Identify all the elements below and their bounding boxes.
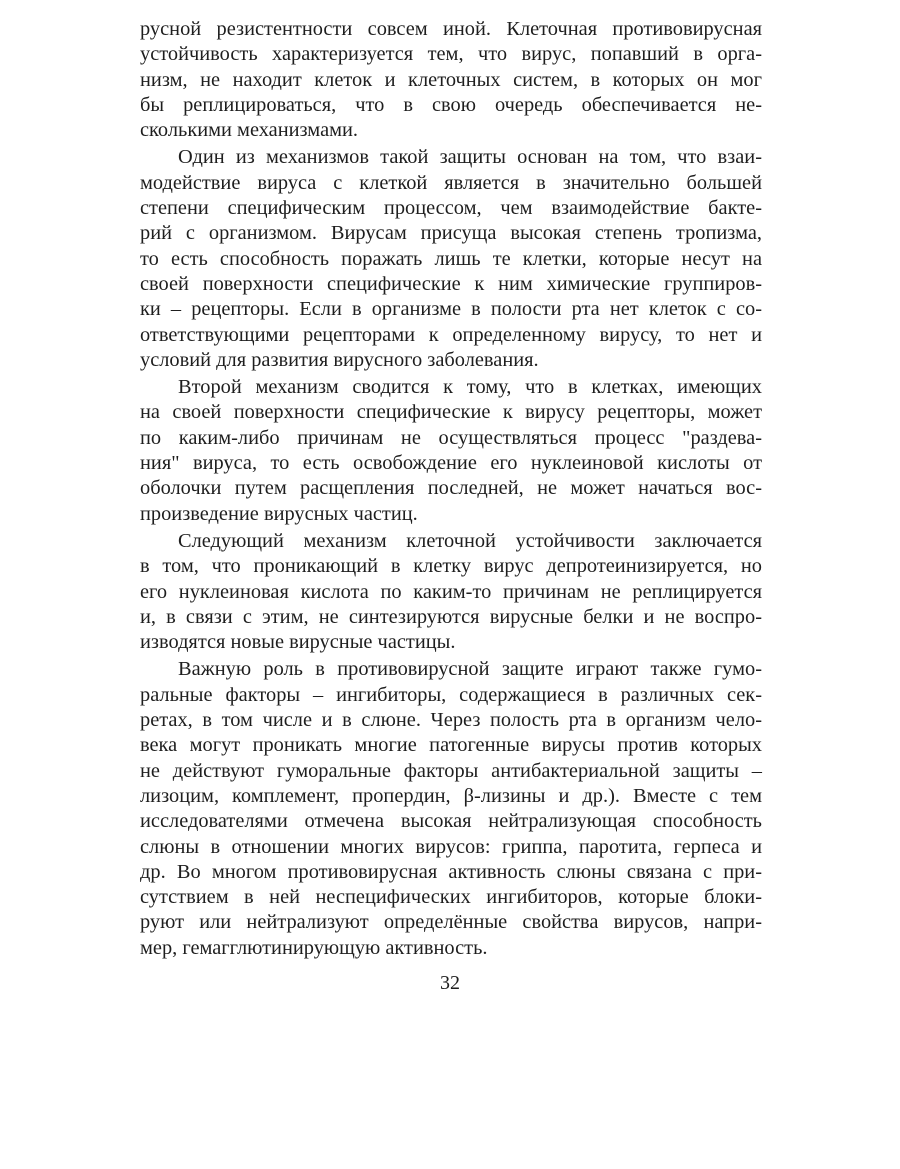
- text-line: не действуют гуморальные факторы антибактериальной защиты –: [140, 759, 762, 782]
- text-line: устойчивость характеризуется тем, что вирус, попавший в орга-: [140, 43, 762, 66]
- text-line: своей поверхности специфические к ним химические группиров-: [140, 272, 762, 295]
- text-line: его нуклеиновая кислота по каким-то причинам не реплицируется: [140, 580, 762, 603]
- text-line: изводятся новые вирусные частицы.: [140, 631, 456, 654]
- text-line: исследователями отмечена высокая нейтрализующая способность: [140, 810, 762, 833]
- text-line: ральные факторы – ингибиторы, содержащиеся в различных сек-: [140, 683, 762, 706]
- paragraph-2: [140, 145, 762, 373]
- text-line: Следующий механизм клеточной устойчивости заключается: [178, 529, 762, 552]
- text-line: др. Во многом противовирусная активность слюны связана с при-: [140, 860, 762, 883]
- paragraph-5: [140, 657, 762, 961]
- text-line: низм, не находит клеток и клеточных систем, в которых он мог: [140, 68, 762, 91]
- text-line: ния" вируса, то есть освобождение его нуклеиновой кислоты от: [140, 452, 762, 475]
- page-number: 32: [440, 972, 460, 994]
- paragraph-4: [140, 529, 762, 655]
- text-line: ки – рецепторы. Если в организме в полости рта нет клеток с со-: [140, 298, 762, 321]
- body-text: [140, 17, 762, 961]
- text-line: на своей поверхности специфические к вирусу рецепторы, может: [140, 401, 762, 424]
- text-line: то есть способность поражать лишь те клетки, которые несут на: [140, 247, 762, 270]
- text-line: рий с организмом. Вирусам присуща высокая степень тропизма,: [140, 222, 762, 245]
- text-line: века могут проникать многие патогенные вирусы против которых: [140, 734, 762, 757]
- text-line: слюны в отношении многих вирусов: гриппа, паротита, герпеса и: [140, 835, 762, 858]
- text-line: лизоцим, комплемент, пропердин, β-лизины и др.). Вместе с тем: [140, 784, 762, 807]
- paragraph-1: [140, 17, 762, 143]
- text-line: сутствием в ней неспецифических ингибиторов, которые блоки-: [140, 886, 762, 909]
- text-line: в том, что проникающий в клетку вирус депротеинизируется, но: [140, 555, 762, 578]
- text-line: степени специфическим процессом, чем взаимодействие бакте-: [140, 197, 762, 220]
- text-line: ответствующими рецепторами к определенному вирусу, то нет и: [140, 323, 762, 346]
- text-line: модействие вируса с клеткой является в значительно большей: [140, 171, 762, 194]
- text-line: мер, гемагглютинирующую активность.: [140, 936, 488, 959]
- text-line: руют или нейтрализуют определённые свойства вирусов, напри-: [140, 911, 762, 934]
- text-line: Важную роль в противовирусной защите играют также гумо-: [178, 658, 762, 681]
- text-line: бы реплицироваться, что в свою очередь обеспечивается не-: [140, 93, 762, 116]
- text-line: Один из механизмов такой защиты основан на том, что взаи-: [178, 146, 762, 169]
- text-line: и, в связи с этим, не синтезируются вирусные белки и не воспро-: [140, 605, 762, 628]
- text-line: условий для развития вирусного заболевания.: [140, 348, 539, 371]
- text-line: сколькими механизмами.: [140, 119, 359, 142]
- text-line: оболочки путем расщепления последней, не может начаться вос-: [140, 477, 762, 500]
- text-line: русной резистентности совсем иной. Клеточная противовирусная: [140, 18, 762, 40]
- text-line: произведение вирусных частиц.: [140, 502, 418, 525]
- paragraph-3: [140, 375, 762, 527]
- text-line: по каким-либо причинам не осуществляться процесс "раздева-: [140, 426, 762, 449]
- text-line: ретах, в том числе и в слюне. Через полость рта в организм чело-: [140, 709, 762, 732]
- text-line: Второй механизм сводится к тому, что в клетках, имеющих: [178, 376, 762, 399]
